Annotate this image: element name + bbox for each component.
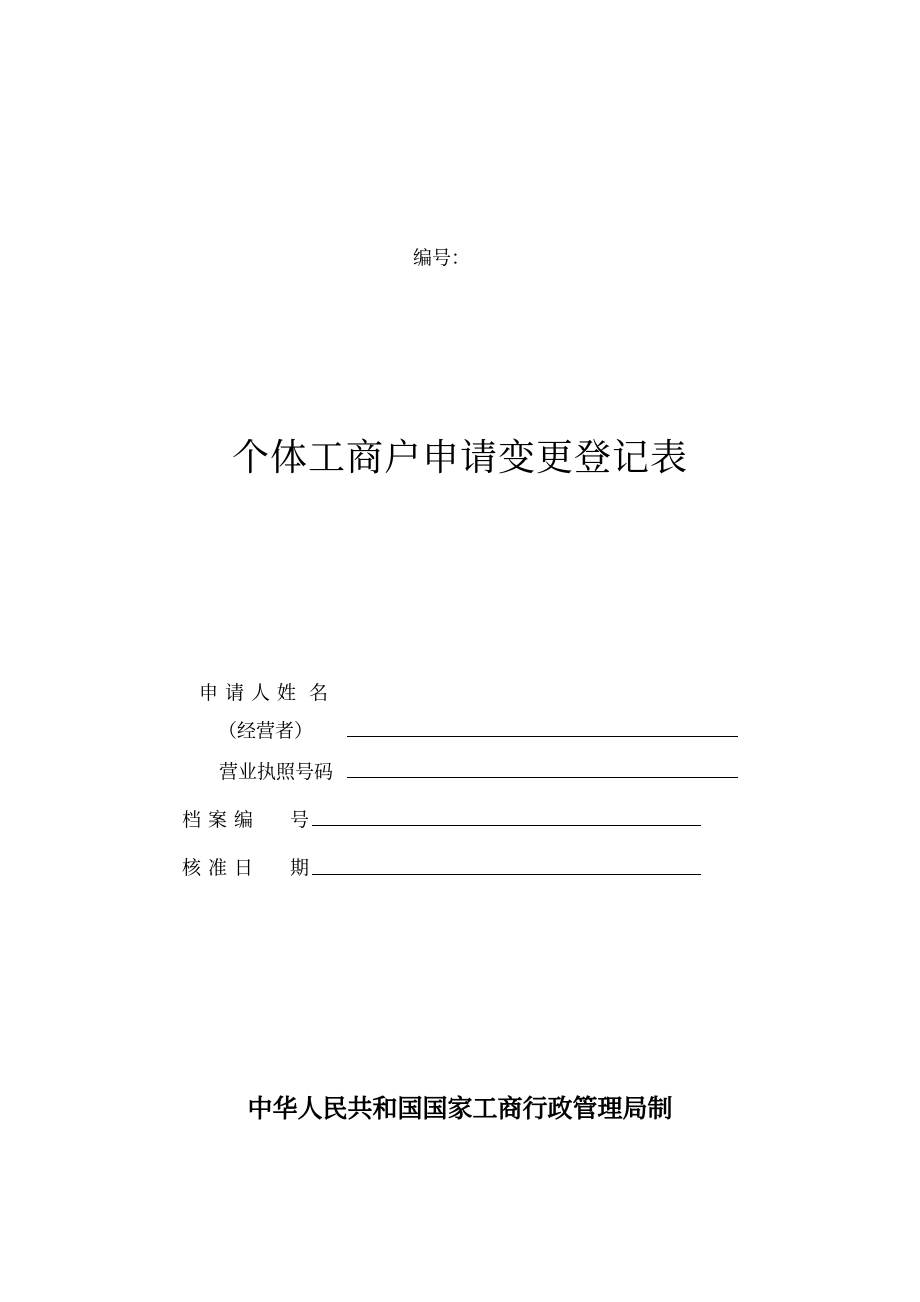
license-number-fill-line[interactable] <box>347 777 738 778</box>
approval-date-label: 核准日 <box>182 857 261 879</box>
serial-number-label: 编号： <box>413 247 471 269</box>
approval-date-label-tail: 期 <box>290 857 310 879</box>
operator-label: （经营者） <box>218 720 314 742</box>
archive-number-label: 档案编 <box>182 809 261 831</box>
applicant-name-label-tail: 名 <box>309 682 329 704</box>
license-number-label: 营业执照号码 <box>219 761 334 783</box>
form-title: 个体工商户申请变更登记表 <box>232 436 688 479</box>
archive-number-label-tail: 号 <box>290 809 310 831</box>
approval-date-fill-line[interactable] <box>312 874 701 875</box>
applicant-name-fill-line[interactable] <box>347 736 738 737</box>
issuing-authority: 中华人民共和国国家工商行政管理局制 <box>247 1094 673 1123</box>
applicant-name-label: 申请人姓 <box>199 682 304 704</box>
archive-number-fill-line[interactable] <box>312 825 701 826</box>
